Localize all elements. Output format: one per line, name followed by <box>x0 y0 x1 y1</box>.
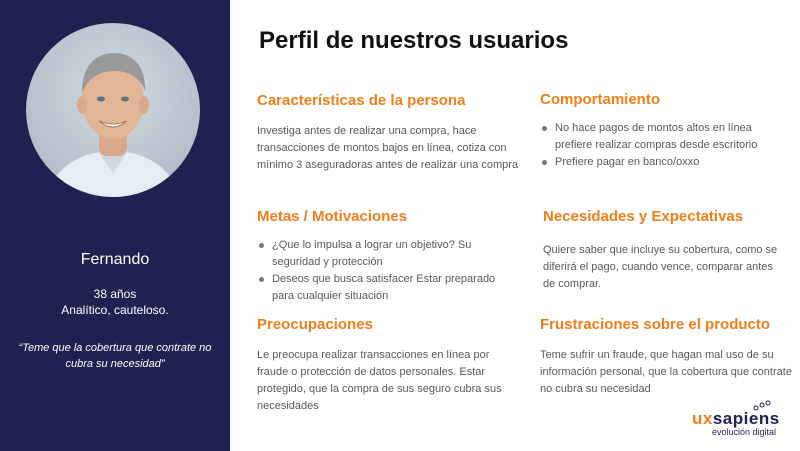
persona-photo <box>26 23 200 197</box>
section-title: Necesidades y Expectativas <box>543 208 744 225</box>
bullet-list <box>540 120 790 171</box>
section-characteristics <box>257 92 519 174</box>
persona-sidebar <box>0 0 230 451</box>
section-text: Le preocupa realizar transacciones en línea por fraude o protección de datos personales. Estar protegido, que la compra de sus seguro cubra sus necesidades <box>257 349 502 412</box>
section-title: Comportamiento <box>540 91 660 108</box>
logo-ux: ux <box>692 409 713 428</box>
bullet-list <box>257 237 519 305</box>
list-item: ¿Que lo impulsa a lograr un objetivo? Su seguridad y protección <box>257 237 519 271</box>
section-frustrations <box>540 316 795 398</box>
persona-portrait-image <box>26 23 200 197</box>
section-text: Investiga antes de realizar una compra, hace transacciones de montos bajos en línea, cotiza con mínimo 3 aseguradoras antes de realizar una compra <box>257 125 519 171</box>
section-text: Quiere saber que incluye su cobertura, como se diferirá el pago, cuando vence, comparar antes de comprar. <box>543 244 778 290</box>
list-item: No hace pagos de montos altos en línea prefiere realizar compras desde escritorio <box>540 120 790 154</box>
list-item: Deseos que busca satisfacer Estar preparado para cualquier situación <box>257 271 519 305</box>
persona-traits: Analítico, cauteloso. <box>61 303 169 317</box>
uxsapiens-logo <box>692 409 792 447</box>
persona-name: Fernando <box>80 251 150 268</box>
section-worries <box>257 316 519 415</box>
logo-sapiens: sapiens <box>712 409 780 428</box>
page-title: Perfil de nuestros usuarios <box>259 27 569 54</box>
persona-age: 38 años <box>93 287 137 301</box>
logo-tagline: evolución digital <box>712 427 777 437</box>
section-behavior <box>540 91 790 171</box>
section-goals <box>257 208 519 305</box>
section-title: Frustraciones sobre el producto <box>540 316 771 333</box>
section-needs <box>543 208 783 293</box>
section-title: Preocupaciones <box>257 316 373 333</box>
logo-wordmark <box>692 409 792 429</box>
section-title: Metas / Motivaciones <box>257 208 408 225</box>
section-text: Teme sufrir un fraude, que hagan mal uso de su información personal, que la cobertura que contrate no cubra su necesidad <box>540 349 792 395</box>
section-title: Características de la persona <box>257 92 466 109</box>
list-item: Prefiere pagar en banco/oxxo <box>540 154 790 171</box>
logo-dots-icon <box>752 400 772 412</box>
persona-quote: “Teme que la cobertura que contrate no cubra su necesidad” <box>18 342 212 370</box>
